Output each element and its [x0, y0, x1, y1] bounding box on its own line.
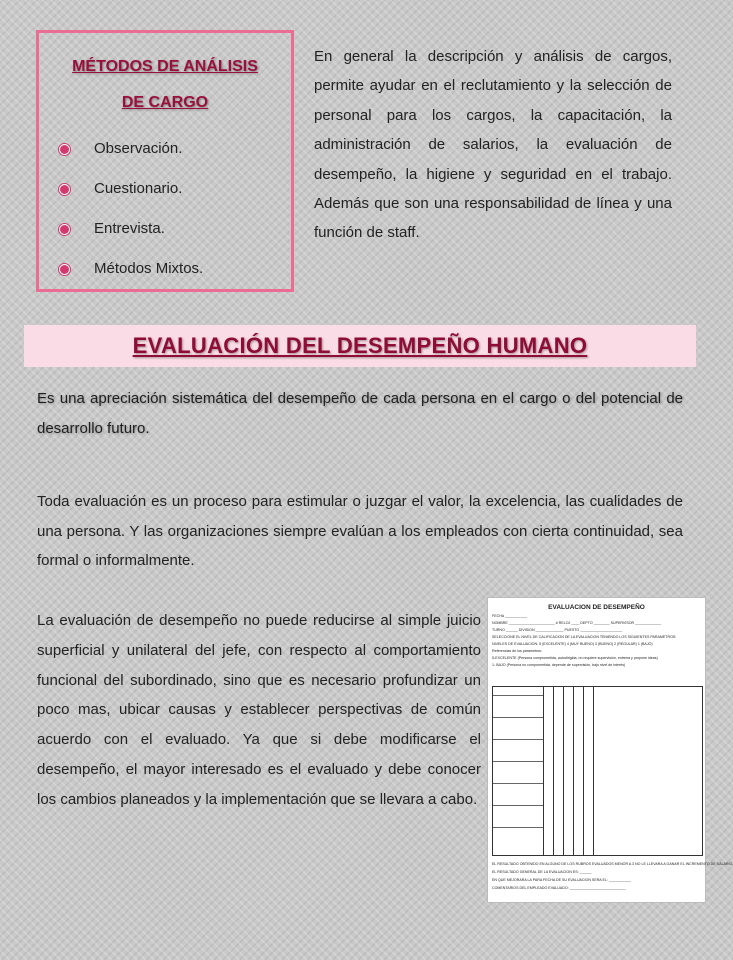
form-column-line [593, 687, 594, 855]
form-row-line [493, 739, 543, 740]
form-line: NIVELES DE EVALUACION: 5 (EXCELENTE) 4 (MUY BUENO) 3 (BUENO) 2 (REGULAR) 1 (BAJO) [492, 642, 653, 646]
evaluation-detail-paragraph: La evaluación de desempeño no puede reducirse al simple juicio superficial y unilateral del jefe, con respecto al comportamiento funcional del subordinado, sino que es necesario profundizar un poco mas, ubicar causas y establecer perspectivas de común acuerdo con el evaluado. Ya que si debe modificarse el desempeño, el mayor interesado es el evaluado y debe conocer los cambios planeados y la implementación que se llevara a cabo. [37, 612, 481, 808]
form-line: EL RESULTADO OBTENIDO EN ALGUNO DE LOS RUBROS EVALUADOS MENOR A 3 NO LE LLEVARA A GANAR EL INCREMENTO DE SALARIO. [492, 862, 733, 866]
form-row-line [493, 783, 543, 784]
bullet-icon [59, 144, 70, 155]
methods-title-line1: MÉTODOS DE ANÁLISIS [72, 58, 258, 75]
form-line: 5-EXCELENTE (Persona comprometida, autodirigida, no requiere supervisión, entrena y propone ideas) [492, 656, 658, 660]
method-label: Entrevista. [94, 220, 165, 237]
form-line: EN QUE MEJORARA LA PARA FECHA DE SU EVALUACION SERA EL: ___________ [492, 878, 631, 882]
list-item [59, 215, 291, 243]
method-label: Cuestionario. [94, 180, 183, 197]
bullet-icon [59, 264, 70, 275]
form-table [492, 686, 703, 856]
section-title: EVALUACIÓN DEL DESEMPEÑO HUMANO [132, 333, 588, 358]
form-row-line [493, 695, 543, 696]
form-row-line [493, 717, 543, 718]
form-footer [492, 858, 733, 890]
methods-box [36, 30, 294, 292]
definition-paragraph: Es una apreciación sistemática del desempeño de cada persona en el cargo o del potencial de desarrollo futuro. [37, 390, 683, 437]
intro-paragraph: En general la descripción y análisis de cargos, permite ayudar en el reclutamiento y la selección de personal para los cargos, la capacitación, la administración de salarios, la evaluación de desempeño, la higiene y seguridad en el trabajo. Además que son una responsabilidad de línea y una función de staff. [314, 48, 672, 242]
form-title: EVALUACION DE DESEMPEÑO [548, 604, 645, 611]
evaluation-paragraph: Toda evaluación es un proceso para estimular o juzgar el valor, la excelencia, las cualidades de una persona. Y las organizaciones siempre evalúan a los empleados con cierta continuidad, sea formal o informalmente. [37, 493, 683, 570]
methods-title [39, 49, 291, 121]
methods-list [59, 135, 291, 283]
form-row-line [493, 761, 543, 762]
form-column-line [563, 687, 564, 855]
list-item [59, 175, 291, 203]
form-line: TURNO ______ DIVISION ______________ PUESTO _____________________ [492, 628, 623, 632]
form-line: 1- BAJO (Persona no comprometida, depende de supervisión, bajo nivel de interés) [492, 663, 626, 667]
methods-title-line2: DE CARGO [121, 94, 209, 111]
form-line: Referencias de los parametros: [492, 649, 542, 653]
method-label: Observación. [94, 140, 183, 157]
evaluation-form-image [487, 597, 733, 903]
form-row-line [493, 805, 543, 806]
bullet-icon [59, 184, 70, 195]
form-column-line [553, 687, 554, 855]
form-line: NOMBRE _______________________ # RELOJ ____ DEPTO ________ SUPERVISOR _____________ [492, 621, 662, 625]
form-line: EL RESULTADO GENERAL DE LA EVALUACION ES: ______ [492, 870, 592, 874]
form-line: COMENTARIOS DEL EMPLEADO EVALUADO: ____________________________ [492, 886, 626, 890]
section-banner [24, 325, 696, 367]
form-row-line [493, 827, 543, 828]
form-column-line [543, 687, 544, 855]
list-item [59, 255, 291, 283]
form-column-line [573, 687, 574, 855]
form-line: SELECCIONE EL NIVEL DE CALIFICACION DE LA EVALUACION TENIENDO LOS SIGUIENTES PARAMETROS: [492, 635, 677, 639]
form-line: FECHA ___________ [492, 614, 527, 618]
list-item [59, 135, 291, 163]
form-column-line [583, 687, 584, 855]
method-label: Métodos Mixtos. [94, 260, 204, 277]
bullet-icon [59, 224, 70, 235]
